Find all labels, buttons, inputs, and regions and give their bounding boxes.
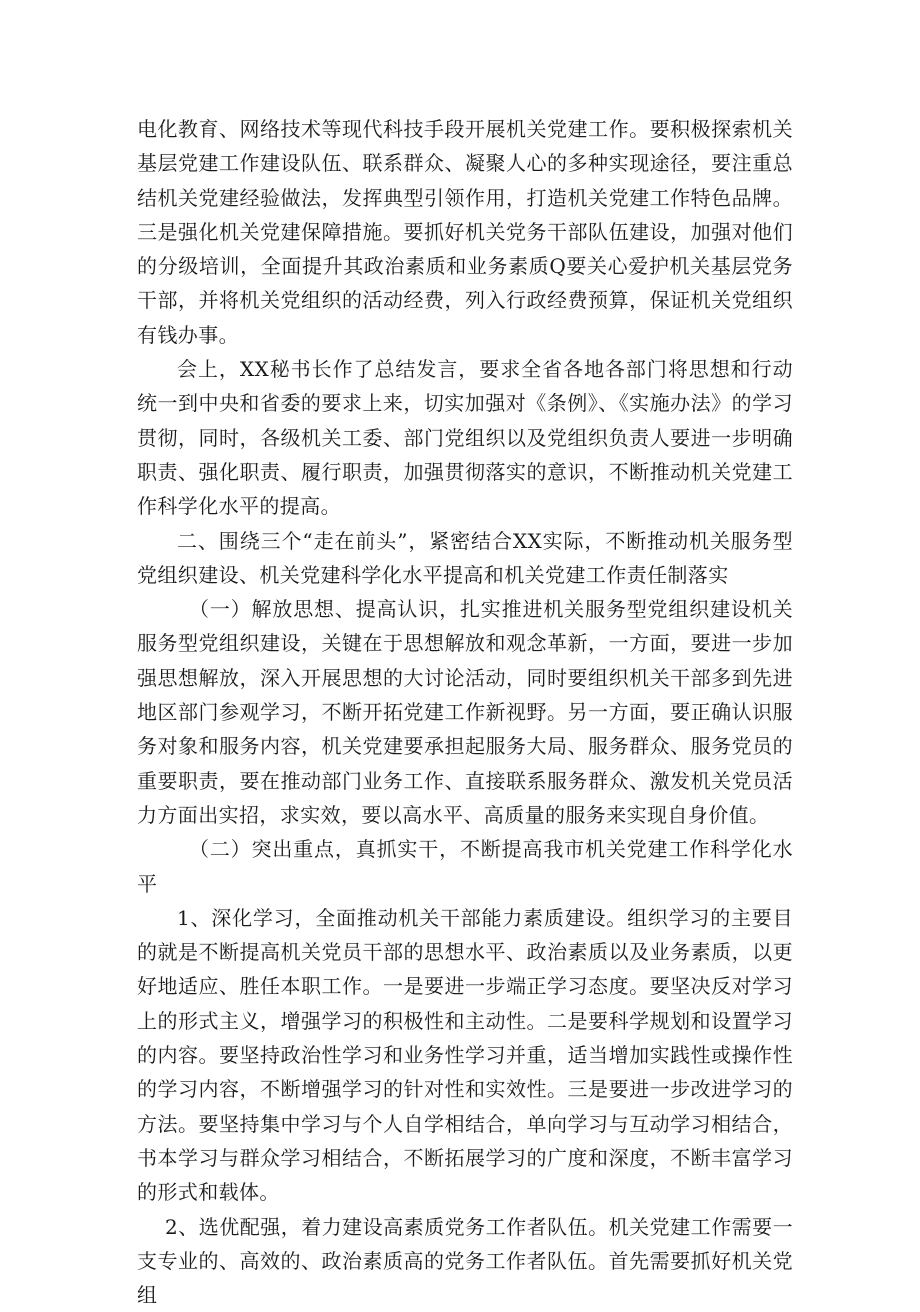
- item-one-paragraph: 1、深化学习，全面推动机关干部能力素质建设。组织学习的主要目的就是不断提高机关党员干部的思想水平、政治素质以及业务素质，以更好地适应、胜任本职工作。一是要进一步端正学习态度。要坚决反对学习上的形式主义，增强学习的积极性和主动性。二是要科学规划和设置学习的内容。要坚持政治性学习和业务性学习并重，适当增加实践性或操作性的学习内容，不断增强学习的针对性和实效性。三是要进一步改进学习的方法。要坚持集中学习与个人自学相结合，单向学习与互动学习相结合，书本学习与群众学习相结合，不断拓展学习的广度和深度，不断丰富学习的形式和载体。: [137, 901, 793, 1210]
- section-heading-two: 二、围绕三个“走在前头”，紧密结合XX实际，不断推动机关服务型党组织建设、机关党建科学化水平提高和机关党建工作责任制落实: [137, 524, 793, 593]
- paragraph-continuation: 电化教育、网络技术等现代科技手段开展机关党建工作。要积极探索机关基层党建工作建设队伍、联系群众、凝聚人心的多种实现途径，要注重总结机关党建经验做法，发挥典型引领作用，打造机关党建工作特色品牌。三是强化机关党建保障措施。要抓好机关党务干部队伍建设，加强对他们的分级培训，全面提升其政治素质和业务素质Q要关心爱护机关基层党务干部，并将机关党组织的活动经费，列入行政经费预算，保证机关党组织有钱办事。: [137, 112, 793, 352]
- paragraph-meeting-summary: 会上，XX秘书长作了总结发言，要求全省各地各部门将思想和行动统一到中央和省委的要求上来，切实加强对《条例》、《实施办法》的学习贯彻，同时，各级机关工委、部门党组织以及党组织负责人要进一步明确职责、强化职责、履行职责，加强贯彻落实的意识，不断推动机关党建工作科学化水平的提高。: [137, 352, 793, 523]
- item-two-paragraph: 2、选优配强，着力建设高素质党务工作者队伍。机关党建工作需要一支专业的、高效的、政治素质高的党务工作者队伍。首先需要抓好机关党组: [137, 1210, 793, 1312]
- subsection-one-paragraph: （一）解放思想、提高认识，扎实推进机关服务型党组织建设机关服务型党组织建设，关键在于思想解放和观念革新，一方面，要进一步加强思想解放，深入开展思想的大讨论活动，同时要组织机关干部多到先进地区部门参观学习，不断开拓党建工作新视野。另一方面，要正确认识服务对象和服务内容，机关党建要承担起服务大局、服务群众、服务党员的重要职责，要在推动部门业务工作、直接联系服务群众、激发机关党员活力方面出实招，求实效，要以高水平、高质量的服务来实现自身价值。: [137, 592, 793, 832]
- document-body: [137, 112, 793, 1312]
- subsection-two-heading: （二）突出重点，真抓实干，不断提高我市机关党建工作科学化水平: [137, 832, 793, 901]
